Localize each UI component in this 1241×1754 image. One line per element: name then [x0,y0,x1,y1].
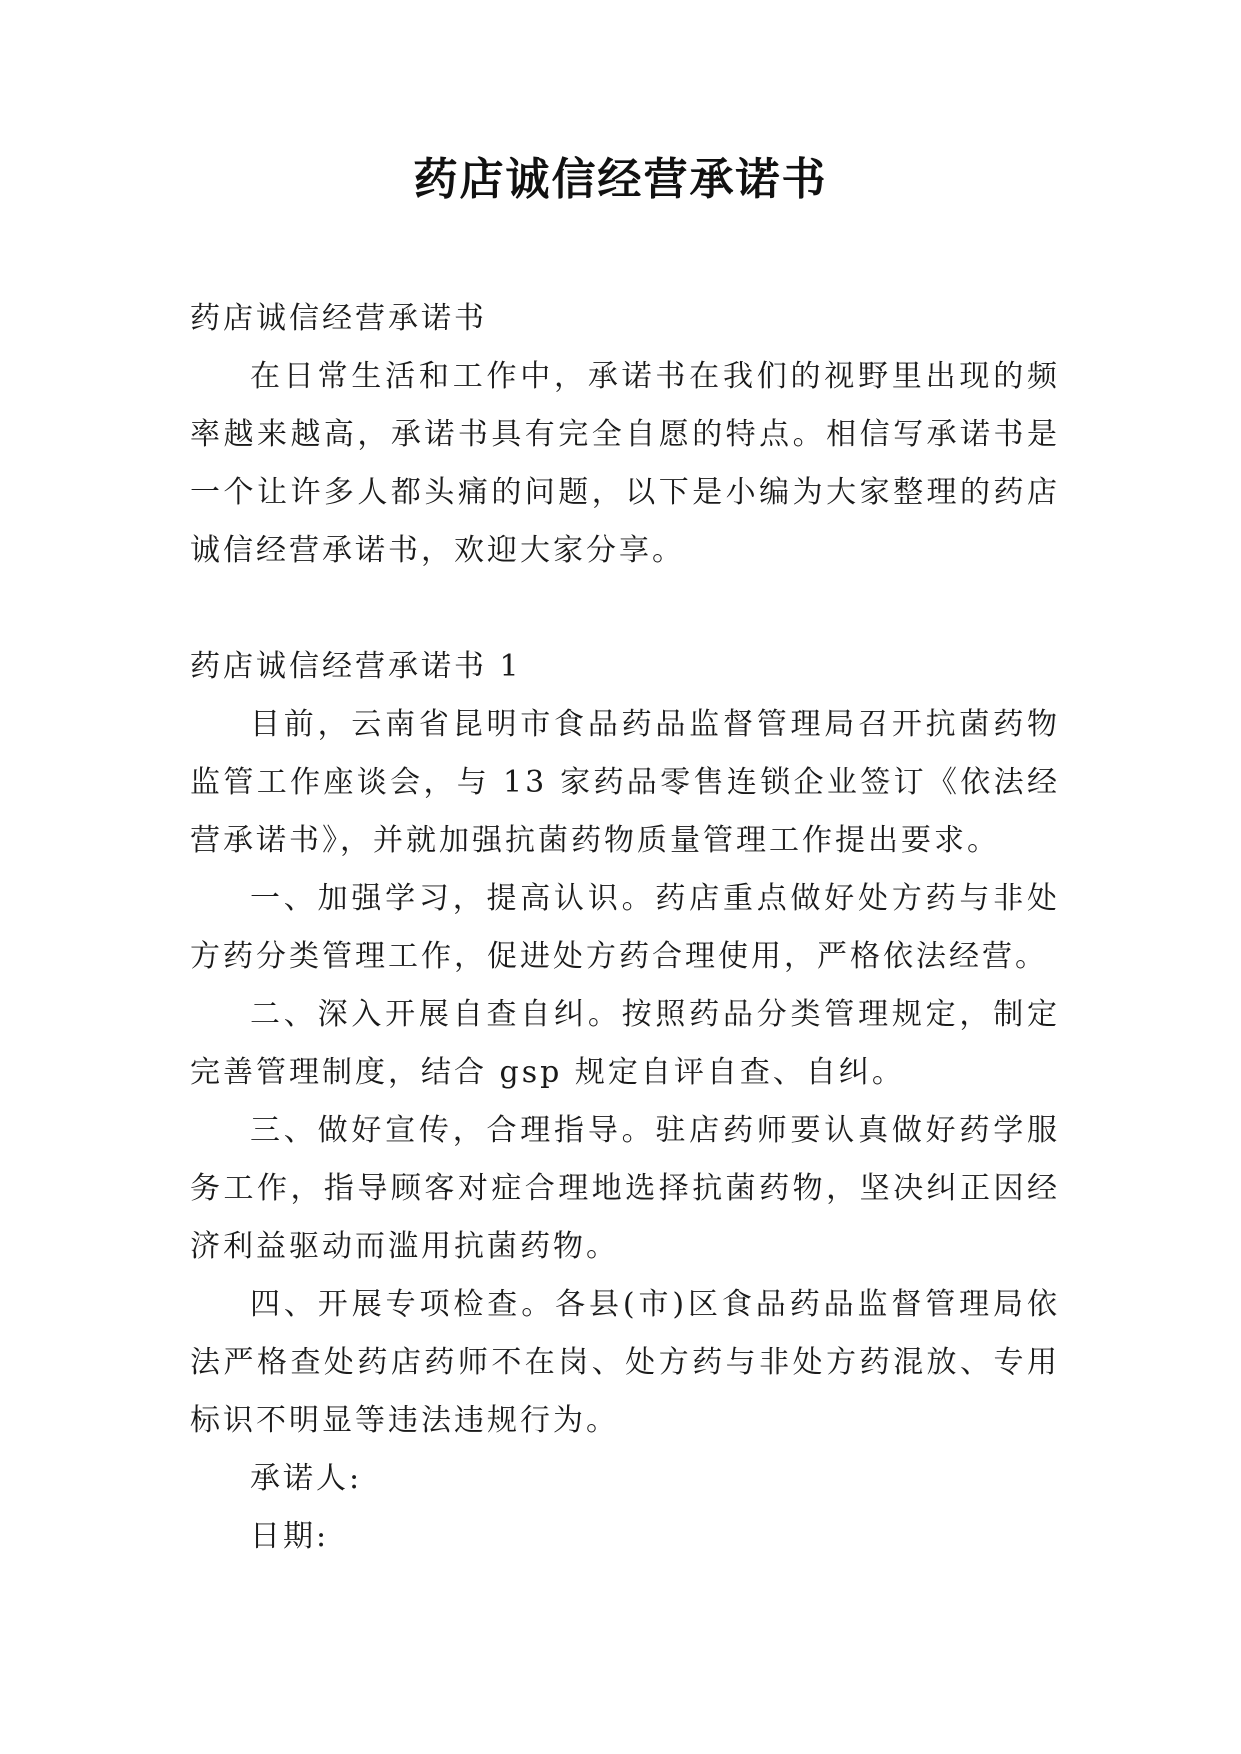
date-label: 日期: [250,1519,330,1554]
intro-paragraph: 在日常生活和工作中，承诺书在我们的视野里出现的频率越来越高，承诺书具有完全自愿的特点。相信写承诺书是一个让许多人都头痛的问题，以下是小编为大家整理的药店诚信经营承诺书，欢迎大家分享。 [190,359,1060,568]
section1-paragraph-3: 二、深入开展自查自纠。按照药品分类管理规定，制定完善管理制度，结合 gsp 规定自评自查、自纠。 [190,997,1060,1090]
signer-label: 承诺人: [250,1461,363,1496]
section1-paragraph-4: 三、做好宣传，合理指导。驻店药师要认真做好药学服务工作，指导顾客对症合理地选择抗菌药物，坚决纠正因经济利益驱动而滥用抗菌药物。 [190,1113,1060,1264]
section-spacer [190,580,1060,638]
document-title: 药店诚信经营承诺书 [413,154,828,205]
section1-paragraph-2: 一、加强学习，提高认识。药店重点做好处方药与非处方药分类管理工作，促进处方药合理使用，严格依法经营。 [190,881,1060,974]
intro-heading: 药店诚信经营承诺书 [190,301,487,336]
section1-heading: 药店诚信经营承诺书 1 [190,649,522,684]
section1-paragraph-1: 目前，云南省昆明市食品药品监督管理局召开抗菌药物监管工作座谈会，与 13 家药品零售连锁企业签订《依法经营承诺书》，并就加强抗菌药物质量管理工作提出要求。 [190,707,1060,858]
section1-paragraph-5: 四、开展专项检查。各县(市)区食品药品监督管理局依法严格查处药店药师不在岗、处方药与非处方药混放、专用标识不明显等违法违规行为。 [190,1287,1060,1438]
document-body [190,290,1060,1566]
